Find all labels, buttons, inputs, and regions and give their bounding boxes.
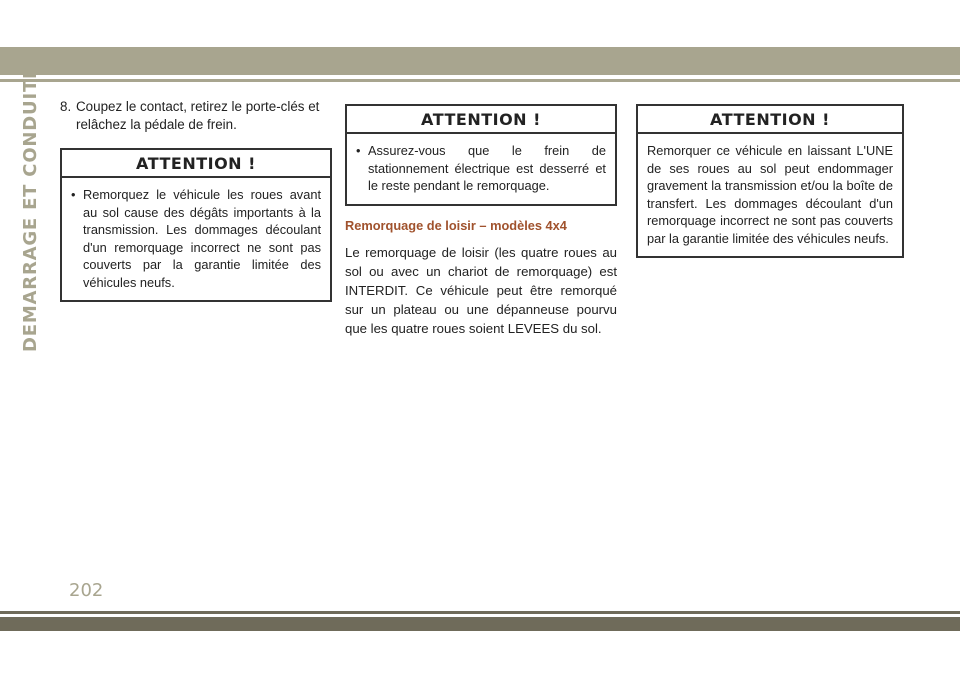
- step-text: Coupez le contact, retirez le porte-clés et relâchez la pédale de frein.: [76, 99, 320, 132]
- footer-band: [0, 617, 960, 631]
- warning-body: [62, 178, 330, 300]
- warning-bullet: [71, 186, 321, 291]
- warning-text: Remorquer ce véhicule en laissant L'UNE de ses roues au sol peut endommager gravement la transmission et/ou la boîte de transfert. Les dommages découlant d'un remorquage incorrect ne sont pas couverts par la garantie limitée des véhicules neufs.: [647, 143, 893, 246]
- warning-bullet: [356, 142, 606, 195]
- warning-bullet-text: Remorquez le véhicule les roues avant au sol cause des dégâts importants à la transmission. Les dommages découlant d'un remorquage incorrect ne sont pas couverts par la garantie limitée des véhicules neufs.: [83, 187, 321, 290]
- warning-body: [347, 134, 615, 204]
- footer-rule: [0, 611, 960, 614]
- step-number: 8.: [60, 99, 72, 114]
- header-rule: [0, 79, 960, 82]
- page-number: 202: [69, 580, 104, 601]
- warning-title: ATTENTION !: [347, 106, 615, 134]
- warning-box: [636, 104, 904, 258]
- step-8: [60, 98, 332, 134]
- warning-bullet-text: Assurez-vous que le frein de stationnement électrique est desserré et le reste pendant le remorquage.: [368, 143, 606, 193]
- warning-box: [60, 148, 332, 302]
- column-3: [636, 104, 904, 258]
- bullet-icon: •: [71, 187, 76, 202]
- column-2: [345, 104, 617, 338]
- bullet-icon: •: [356, 143, 361, 158]
- header-band: [0, 47, 960, 75]
- chapter-title: DEMARRAGE ET CONDUITE: [20, 65, 41, 352]
- body-paragraph: Le remorquage de loisir (les quatre roues au sol ou avec un chariot de remorquage) est INTERDIT. Ce véhicule peut être remorqué sur un plateau ou une dépanneuse pourvu que les quatre roues soient LEVEES du sol.: [345, 244, 617, 336]
- warning-box: [345, 104, 617, 206]
- section-heading: Remorquage de loisir – modèles 4x4: [345, 217, 567, 233]
- warning-title: ATTENTION !: [638, 106, 902, 134]
- warning-title: ATTENTION !: [62, 150, 330, 178]
- column-1: [60, 98, 332, 302]
